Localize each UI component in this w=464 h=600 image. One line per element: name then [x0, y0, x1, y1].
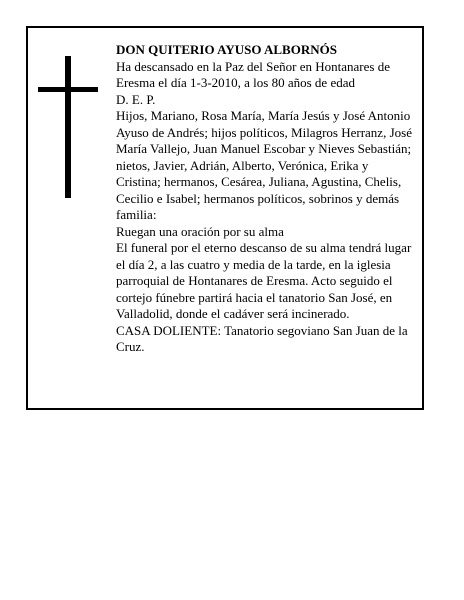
- prayer-text: Ruegan una oración por su alma: [116, 223, 284, 239]
- announcement-text: Ha descansado en la Paz del Señor en Hontanares de Eresma el día 1-3-2010, a los 80 años de edad: [116, 58, 390, 90]
- cross-icon: [38, 56, 98, 198]
- family-text: Hijos, Mariano, Rosa María, María Jesús y José Antonio Ayuso de Andrés; hijos políticos, Milagros Herranz, José María Vallejo, Juan Manuel Escobar y Nieves Sebastián; nietos, Javier, Adrián, Alberto, Verónica, Erika y Cristina; hermanos, Cesárea, Juliana, Agustina, Chelis, Cecilio e Isabel; hermanos políticos, sobrinos y demás familia:: [116, 108, 412, 222]
- cross-horizontal-bar: [38, 87, 98, 92]
- house-text: CASA DOLIENTE: Tanatorio segoviano San Juan de la Cruz.: [116, 322, 408, 354]
- funeral-text: El funeral por el eterno descanso de su alma tendrá lugar el día 2, a las cuatro y media de la tarde, en la iglesia parroquial de Hontanares de Eresma. Acto seguido el cortejo fúnebre partirá hacia el tanatorio San José, en Valladolid, donde el cadáver será incinerado.: [116, 240, 412, 321]
- notice-text: [116, 42, 414, 356]
- obituary-notice: [26, 26, 424, 410]
- deceased-name: DON QUITERIO AYUSO ALBORNÓS: [116, 42, 337, 57]
- dep-text: D. E. P.: [116, 91, 156, 107]
- cross-vertical-bar: [65, 56, 71, 198]
